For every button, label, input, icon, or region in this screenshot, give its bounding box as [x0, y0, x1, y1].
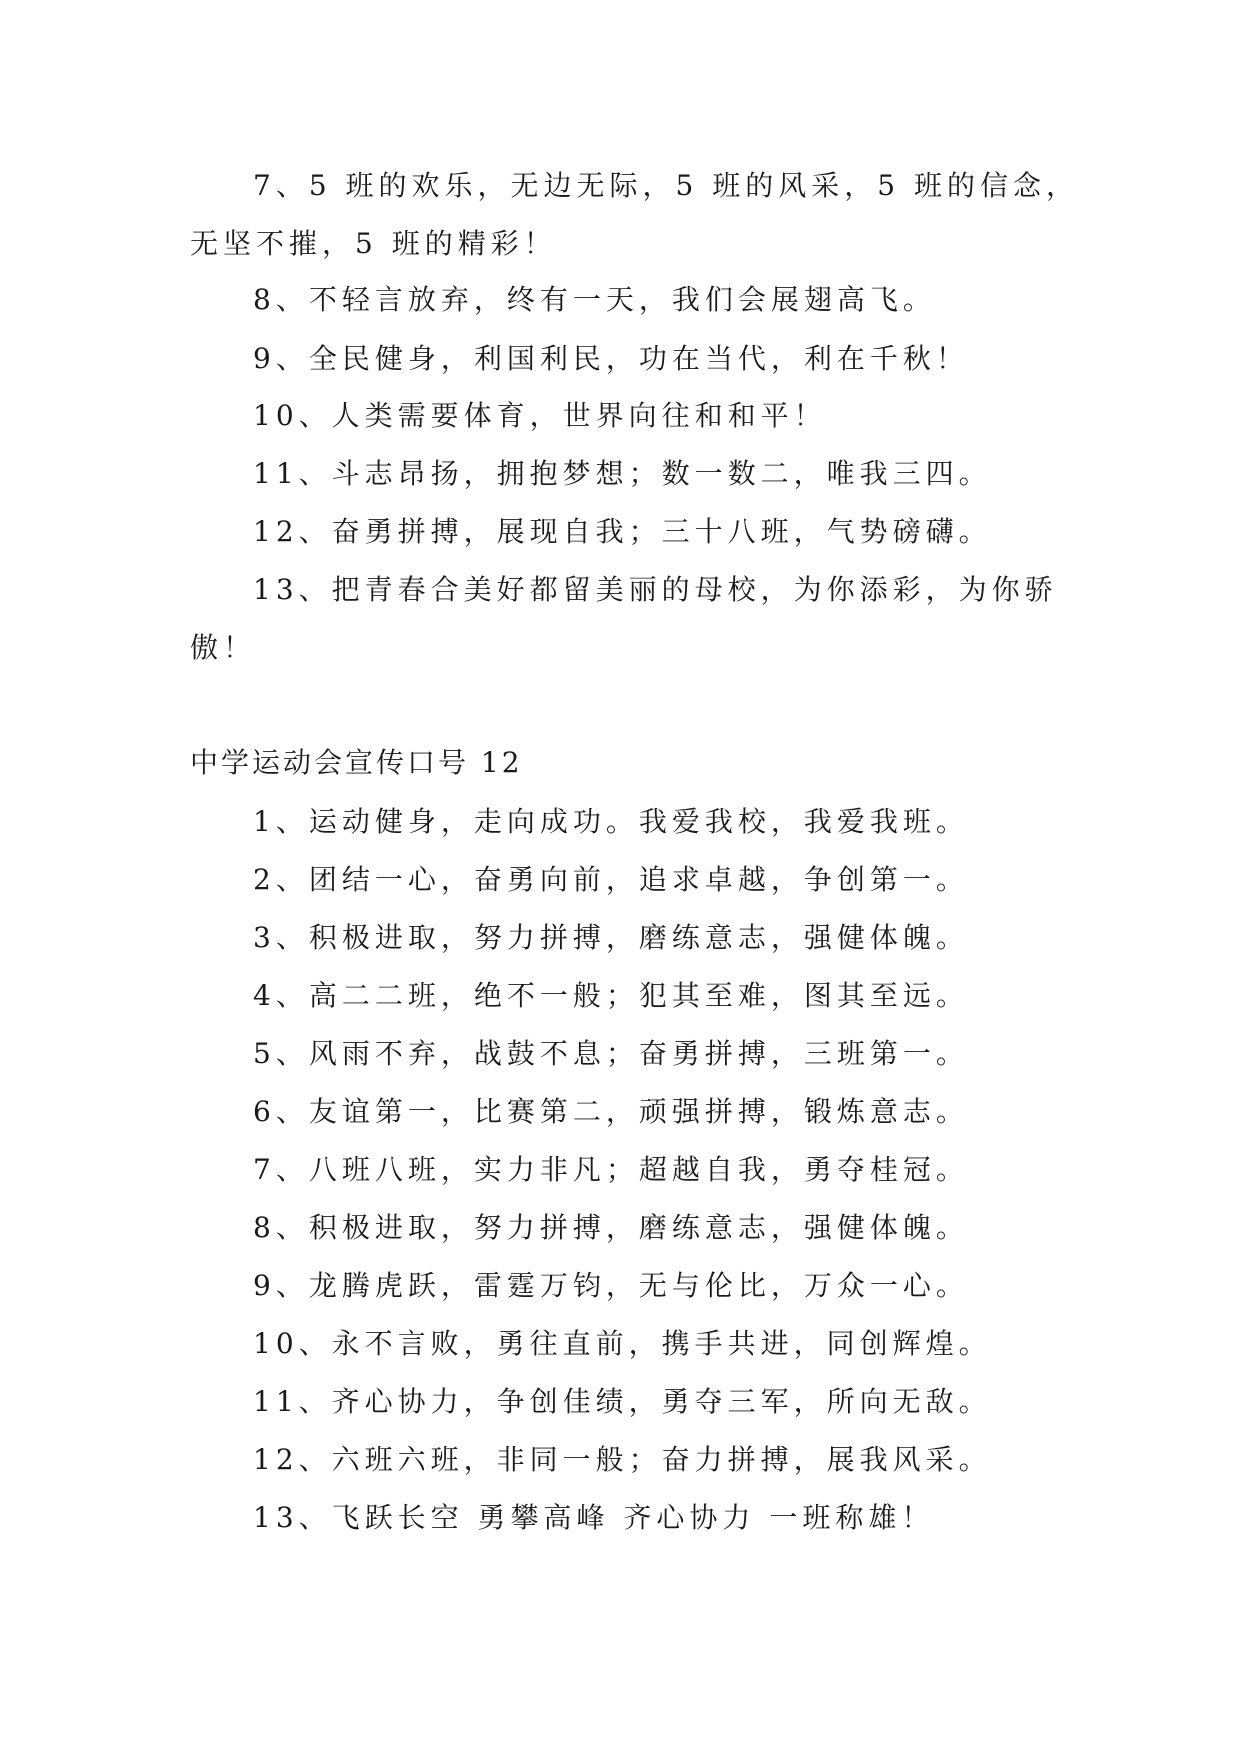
slogan-2-item-9: 9、龙腾虎跃，雷霆万钧，无与伦比，万众一心。: [253, 1269, 969, 1302]
slogan-item-13-continued: 傲！: [190, 631, 257, 664]
slogan-2-item-5: 5、风雨不弃，战鼓不息；奋勇拼搏，三班第一。: [253, 1037, 969, 1070]
slogan-item-13: 13、把青春合美好都留美丽的母校，为你添彩，为你骄: [253, 573, 1058, 606]
slogan-item-8: 8、不轻言放弃，终有一天，我们会展翅高飞。: [253, 283, 936, 316]
slogan-2-item-12: 12、六班六班，非同一般；奋力拼搏，展我风采。: [253, 1443, 992, 1476]
slogan-item-11: 11、斗志昂扬，拥抱梦想；数一数二，唯我三四。: [253, 457, 992, 490]
slogan-2-item-2: 2、团结一心，奋勇向前，追求卓越，争创第一。: [253, 863, 969, 896]
slogan-2-item-4: 4、高二二班，绝不一般；犯其至难，图其至远。: [253, 979, 969, 1012]
section-heading: 中学运动会宣传口号 12: [190, 746, 523, 779]
slogan-item-9: 9、全民健身，利国利民，功在当代，利在千秋！: [253, 342, 969, 375]
slogan-item-10: 10、人类需要体育，世界向往和和平！: [253, 399, 827, 432]
slogan-item-7-continued: 无坚不摧，5 班的精彩！: [190, 227, 557, 260]
slogan-item-7: 7、5 班的欢乐，无边无际，5 班的风采，5 班的信念，: [253, 169, 1079, 202]
slogan-2-item-6: 6、友谊第一，比赛第二，顽强拼搏，锻炼意志。: [253, 1095, 969, 1128]
slogan-2-item-1: 1、运动健身，走向成功。我爱我校，我爱我班。: [253, 805, 969, 838]
slogan-2-item-7: 7、八班八班，实力非凡；超越自我，勇夺桂冠。: [253, 1153, 969, 1186]
slogan-2-item-8: 8、积极进取，努力拼搏，磨练意志，强健体魄。: [253, 1211, 969, 1244]
slogan-2-item-3: 3、积极进取，努力拼搏，磨练意志，强健体魄。: [253, 921, 969, 954]
slogan-2-item-11: 11、齐心协力，争创佳绩，勇夺三军，所向无敌。: [253, 1385, 992, 1418]
slogan-2-item-13: 13、飞跃长空 勇攀高峰 齐心协力 一班称雄！: [253, 1501, 935, 1534]
slogan-2-item-10: 10、永不言败，勇往直前，携手共进，同创辉煌。: [253, 1327, 992, 1360]
slogan-item-12: 12、奋勇拼搏，展现自我；三十八班，气势磅礴。: [253, 515, 992, 548]
